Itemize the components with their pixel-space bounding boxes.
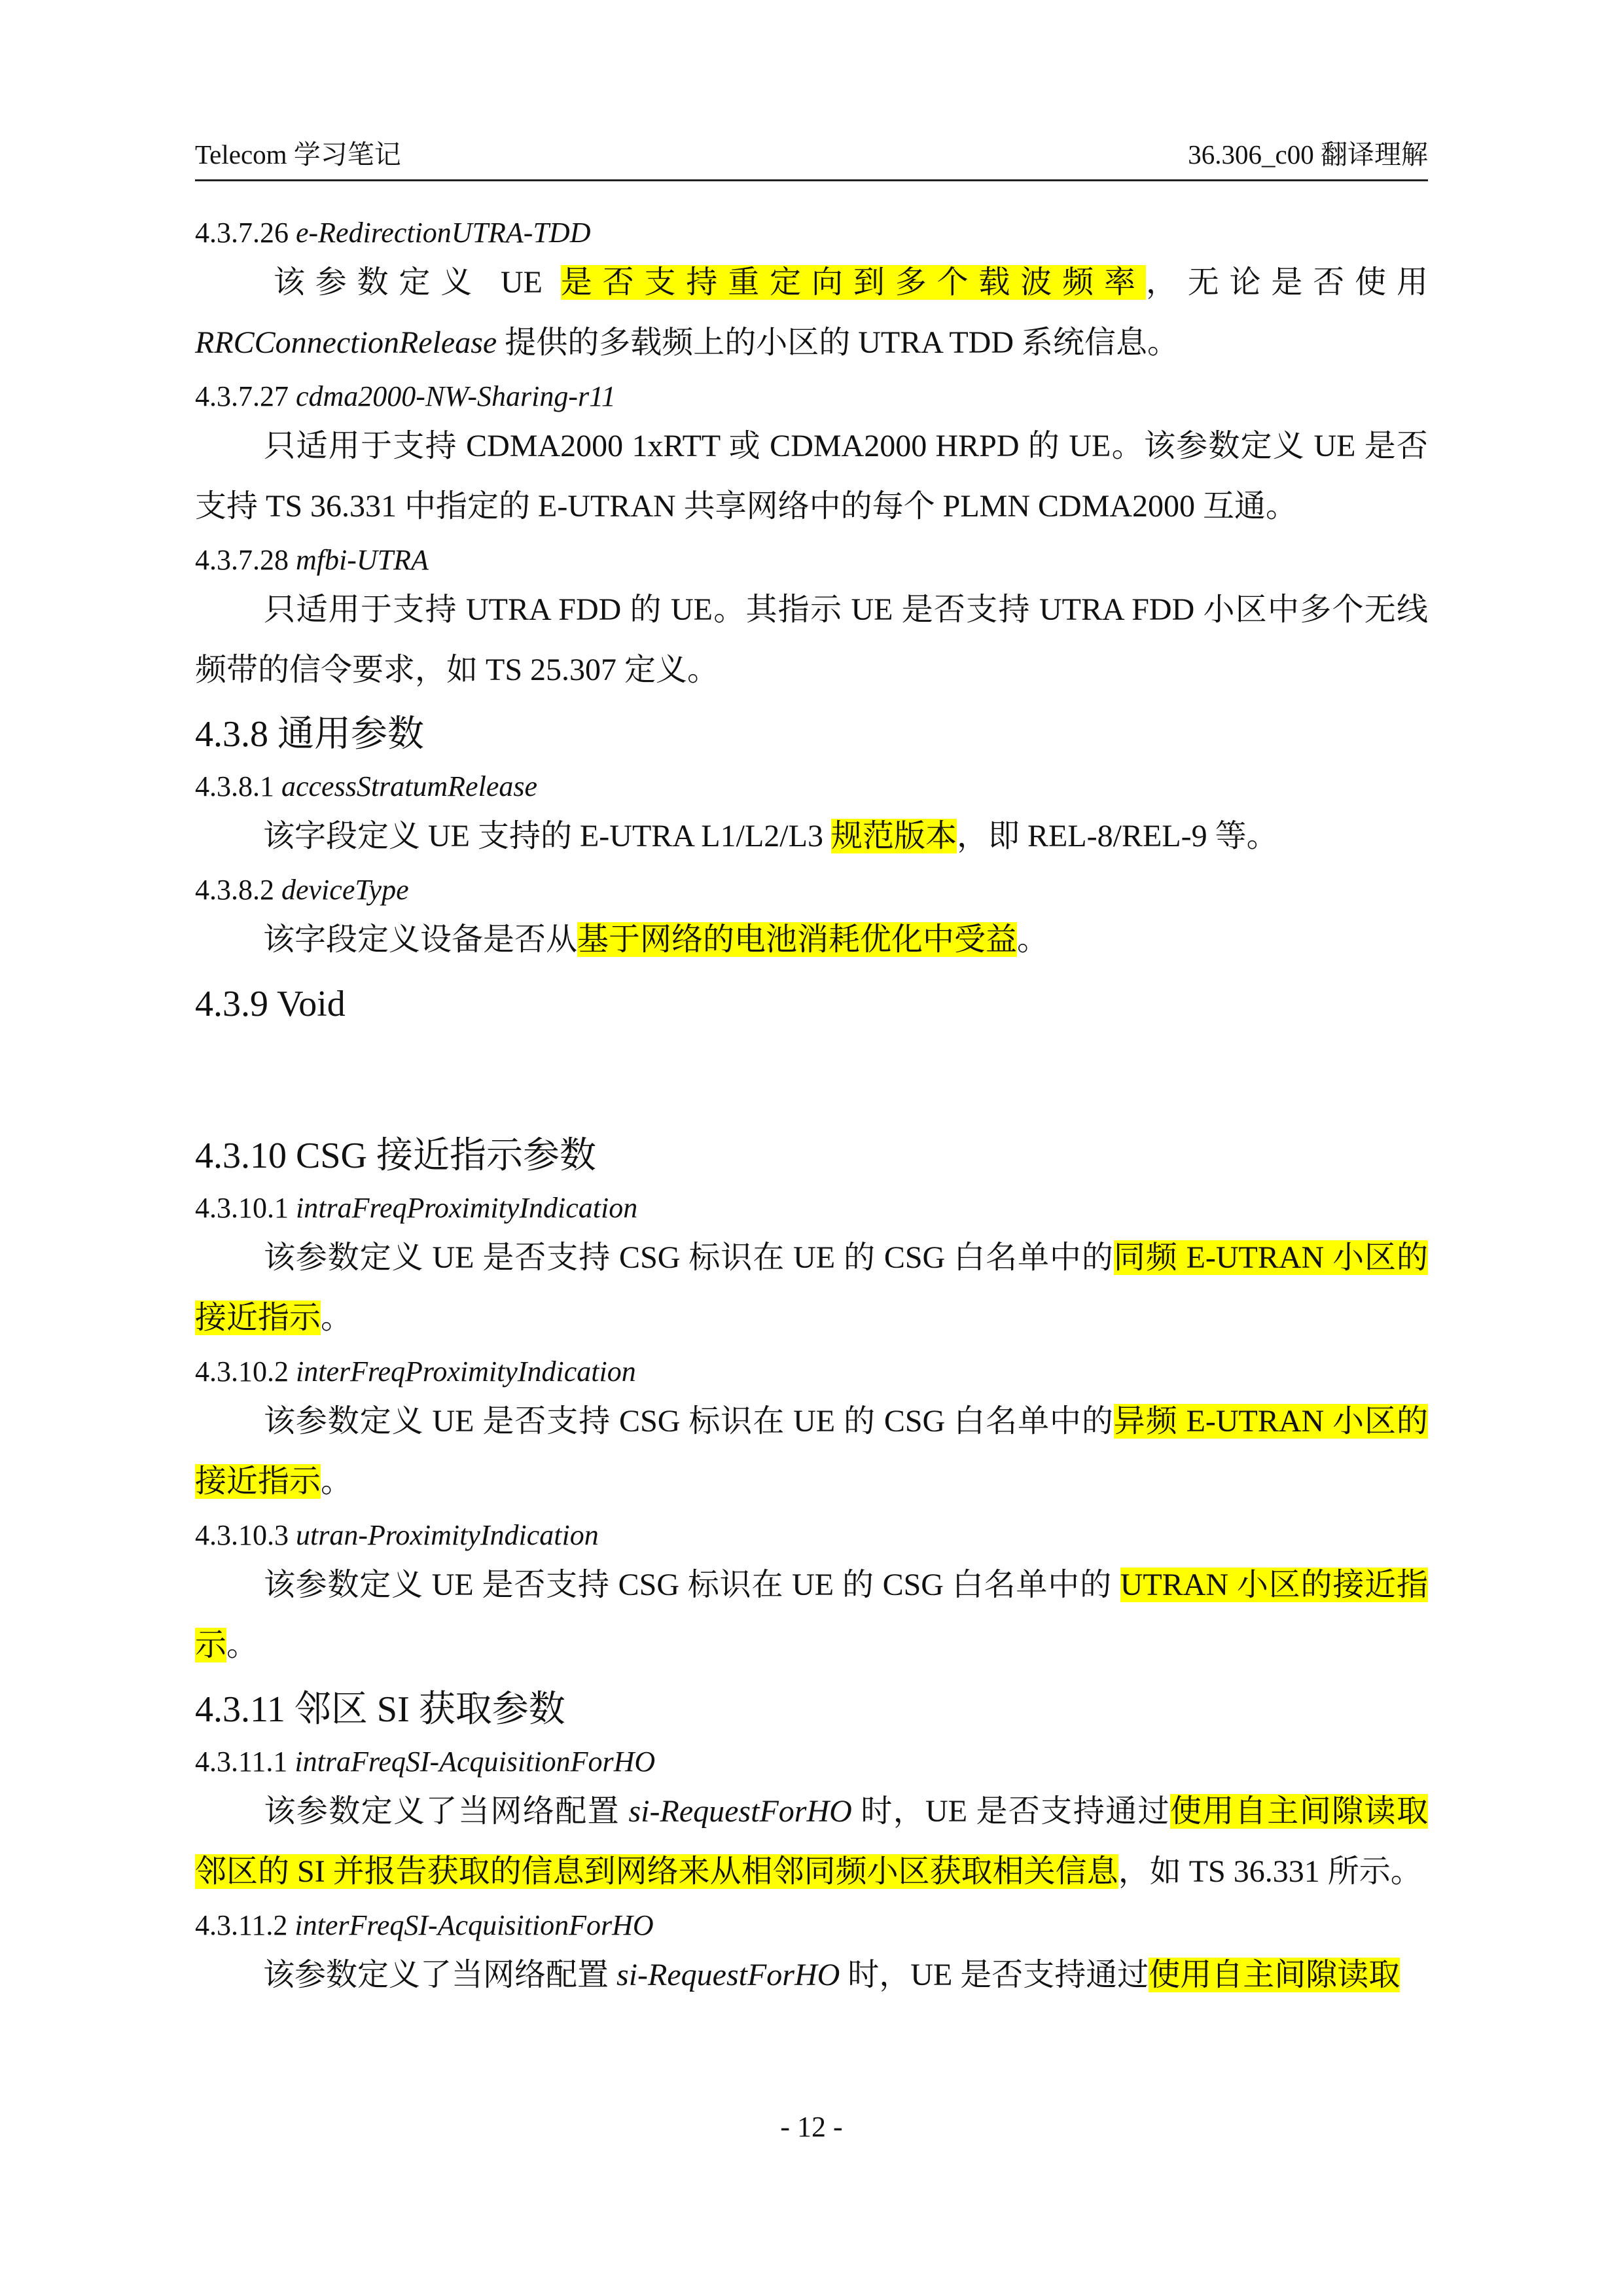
subsection-title: e-RedirectionUTRA-TDD bbox=[296, 217, 591, 249]
text-run: 只适用于支持 CDMA2000 1xRTT 或 CDMA2000 HRPD 的 UE。该参数定义 UE 是否支持 TS 36.331 中指定的 E-UTRAN 共享网络中的每个 PLMN CDMA2000 互通。 bbox=[195, 429, 1428, 524]
header-left-title: Telecom 学习笔记 bbox=[195, 139, 401, 170]
subsection-heading bbox=[195, 867, 1428, 910]
section-heading: 4.3.10 CSG 接近指示参数 bbox=[195, 1136, 596, 1176]
text-run: ，即 REL-8/REL-9 等。 bbox=[956, 819, 1278, 853]
text-run: 该参数定义 UE 是否支持 CSG 标识在 UE 的 CSG 白名单中的 bbox=[263, 1240, 1114, 1275]
subsection-title: interFreqSI-AcquisitionForHO bbox=[294, 1909, 654, 1941]
text-run: 该参数定义 UE 是否支持 CSG 标识在 UE 的 CSG 白名单中的 bbox=[263, 1568, 1120, 1602]
subsection-number: 4.3.10.3 bbox=[195, 1519, 289, 1551]
highlighted-text: 同频 E-UTRAN 小区的接近指示 bbox=[195, 1240, 1428, 1335]
subsection-number: 4.3.10.2 bbox=[195, 1355, 289, 1388]
text-run: 。 bbox=[226, 1628, 259, 1662]
subsection-heading bbox=[195, 763, 1428, 806]
subsection-number: 4.3.8.1 bbox=[195, 770, 274, 802]
highlighted-text: 异频 E-UTRAN 小区的接近指示 bbox=[195, 1404, 1428, 1499]
paragraph bbox=[195, 1782, 1428, 1902]
section-heading: 4.3.9 Void bbox=[195, 984, 346, 1024]
paragraph bbox=[195, 1228, 1428, 1348]
paragraph bbox=[195, 806, 1428, 867]
paragraph bbox=[195, 910, 1428, 970]
subsection-title: intraFreqSI-AcquisitionForHO bbox=[294, 1746, 656, 1778]
highlighted-text: 使用自主间隙读取 bbox=[1149, 1958, 1400, 1992]
paragraph bbox=[195, 1945, 1428, 2005]
highlighted-text: 是否支持重定向到多个载波频率 bbox=[560, 265, 1146, 300]
text-run: 该字段定义 UE 支持的 E-UTRA L1/L2/L3 bbox=[263, 819, 831, 853]
subsection-number: 4.3.10.1 bbox=[195, 1192, 289, 1224]
paragraph bbox=[195, 416, 1428, 537]
subsection-heading bbox=[195, 1512, 1428, 1555]
text-run: 时，UE 是否支持通过 bbox=[840, 1958, 1149, 1992]
paragraph bbox=[195, 253, 1428, 373]
paragraph bbox=[195, 1555, 1428, 1676]
highlighted-text: 规范版本 bbox=[830, 819, 957, 853]
italic-term: RRCConnectionRelease bbox=[195, 325, 497, 360]
italic-term: si-RequestForHO bbox=[616, 1958, 840, 1992]
subsection-number: 4.3.11.2 bbox=[195, 1909, 288, 1941]
text-run: 该参数定义 UE 是否支持 CSG 标识在 UE 的 CSG 白名单中的 bbox=[263, 1404, 1114, 1439]
subsection-title: cdma2000-NW-Sharing-r11 bbox=[296, 380, 616, 412]
text-run: 只适用于支持 UTRA FDD 的 UE。其指示 UE 是否支持 UTRA FDD 小区中多个无线频带的信令要求，如 TS 25.307 定义。 bbox=[195, 592, 1428, 687]
subsection-heading bbox=[195, 373, 1428, 416]
highlighted-text: 基于网络的电池消耗优化中受益 bbox=[577, 922, 1018, 957]
subsection-heading bbox=[195, 1348, 1428, 1391]
text-run: 该参数定义了当网络配置 bbox=[263, 1958, 617, 1992]
paragraph bbox=[195, 580, 1428, 700]
text-run: 。 bbox=[321, 1464, 353, 1499]
subsection-title: interFreqProximityIndication bbox=[296, 1355, 636, 1388]
text-run: 该参数定义 UE bbox=[263, 265, 561, 300]
text-run: 。 bbox=[1017, 922, 1049, 957]
subsection-heading bbox=[195, 1738, 1428, 1782]
subsection-number: 4.3.11.1 bbox=[195, 1746, 288, 1778]
subsection-number: 4.3.7.28 bbox=[195, 544, 289, 576]
highlighted-text: UTRAN 小区的接近指示 bbox=[195, 1568, 1428, 1662]
subsection-title: intraFreqProximityIndication bbox=[296, 1192, 638, 1224]
text-run: 提供的多载频上的小区的 UTRA TDD 系统信息。 bbox=[497, 325, 1179, 360]
document-body bbox=[195, 209, 1428, 2005]
subsection-number: 4.3.7.27 bbox=[195, 380, 289, 412]
text-run: ，无论是否使用 bbox=[1145, 265, 1428, 300]
subsection-title: deviceType bbox=[281, 874, 409, 906]
text-run: 该参数定义了当网络配置 bbox=[263, 1794, 629, 1829]
subsection-number: 4.3.8.2 bbox=[195, 874, 274, 906]
section-heading: 4.3.11 邻区 SI 获取参数 bbox=[195, 1689, 565, 1730]
page-header bbox=[195, 130, 1428, 181]
text-run: ，如 TS 36.331 所示。 bbox=[1118, 1854, 1422, 1889]
subsection-heading bbox=[195, 1902, 1428, 1945]
highlighted-text: 使用自主间隙读取邻区的 SI 并报告获取的信息到网络来从相邻同频小区获取相关信息 bbox=[195, 1794, 1428, 1889]
subsection-title: utran-ProximityIndication bbox=[296, 1519, 599, 1551]
text-run: 。 bbox=[321, 1300, 353, 1335]
text-run: 时，UE 是否支持通过 bbox=[851, 1794, 1170, 1829]
section-heading: 4.3.8 通用参数 bbox=[195, 714, 424, 755]
header-right-title: 36.306_c00 翻译理解 bbox=[1188, 139, 1428, 170]
subsection-heading bbox=[195, 209, 1428, 253]
italic-term: si-RequestForHO bbox=[628, 1794, 852, 1829]
subsection-title: mfbi-UTRA bbox=[296, 544, 429, 576]
subsection-heading bbox=[195, 537, 1428, 580]
subsection-title: accessStratumRelease bbox=[281, 770, 537, 802]
subsection-number: 4.3.7.26 bbox=[195, 217, 289, 249]
paragraph bbox=[195, 1391, 1428, 1512]
subsection-heading bbox=[195, 1185, 1428, 1228]
page-number: - 12 - bbox=[780, 2111, 843, 2143]
text-run: 该字段定义设备是否从 bbox=[263, 922, 578, 957]
